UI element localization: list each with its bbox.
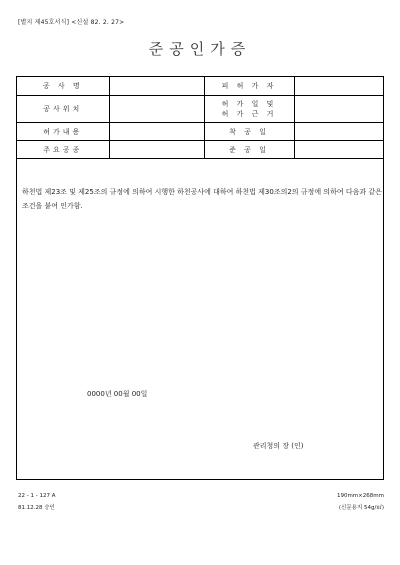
permittee-label: 피 허 가 자	[204, 77, 294, 96]
footer-paper-size: 190mm×268mm	[336, 493, 384, 499]
issue-date: 0000년 00월 00일	[87, 390, 148, 398]
info-table	[17, 77, 383, 159]
main-work-field[interactable]	[109, 141, 204, 159]
completion-date-label: 준 공 일	[204, 141, 294, 159]
table-row	[17, 123, 383, 141]
work-location-label: 공사위치	[17, 96, 109, 123]
authority-signature: 관리청의 장 (인)	[253, 442, 304, 450]
table-row	[17, 96, 383, 123]
permit-date-basis-label	[204, 96, 294, 123]
footer-paper-type: (신문용지 54g/㎡)	[338, 505, 384, 511]
permit-date-label-line1: 허 가 일 및	[221, 100, 277, 108]
permit-content-label: 허가내용	[17, 123, 109, 141]
document-title: 준공인가증	[148, 40, 252, 58]
permit-date-label-line2: 허 가 근 거	[221, 110, 277, 118]
work-name-label: 공 사 명	[17, 77, 109, 96]
table-row	[17, 141, 383, 159]
completion-date-field[interactable]	[294, 141, 383, 159]
permit-date-basis-field[interactable]	[294, 96, 383, 123]
main-work-label: 주요공종	[17, 141, 109, 159]
start-date-field[interactable]	[294, 123, 383, 141]
approval-statement: 하천법 제23조 및 제25조의 규정에 의하여 시행한 하천공사에 대하여 하천법 제30조의2의 규정에 의하여 다음과 같은 조건을 붙여 인가함.	[22, 188, 382, 210]
permit-content-field[interactable]	[109, 123, 204, 141]
work-name-field[interactable]	[109, 77, 204, 96]
form-number-note: [별지 제45호서식] <신설 82. 2. 27>	[18, 19, 125, 26]
footer-approval: 81.12.28 승인	[18, 505, 55, 511]
footer-code: 22 - 1 - 127 A	[18, 493, 56, 499]
table-row	[17, 77, 383, 96]
start-date-label: 착 공 일	[204, 123, 294, 141]
permittee-field[interactable]	[294, 77, 383, 96]
certificate-frame	[16, 76, 384, 480]
work-location-field[interactable]	[109, 96, 204, 123]
